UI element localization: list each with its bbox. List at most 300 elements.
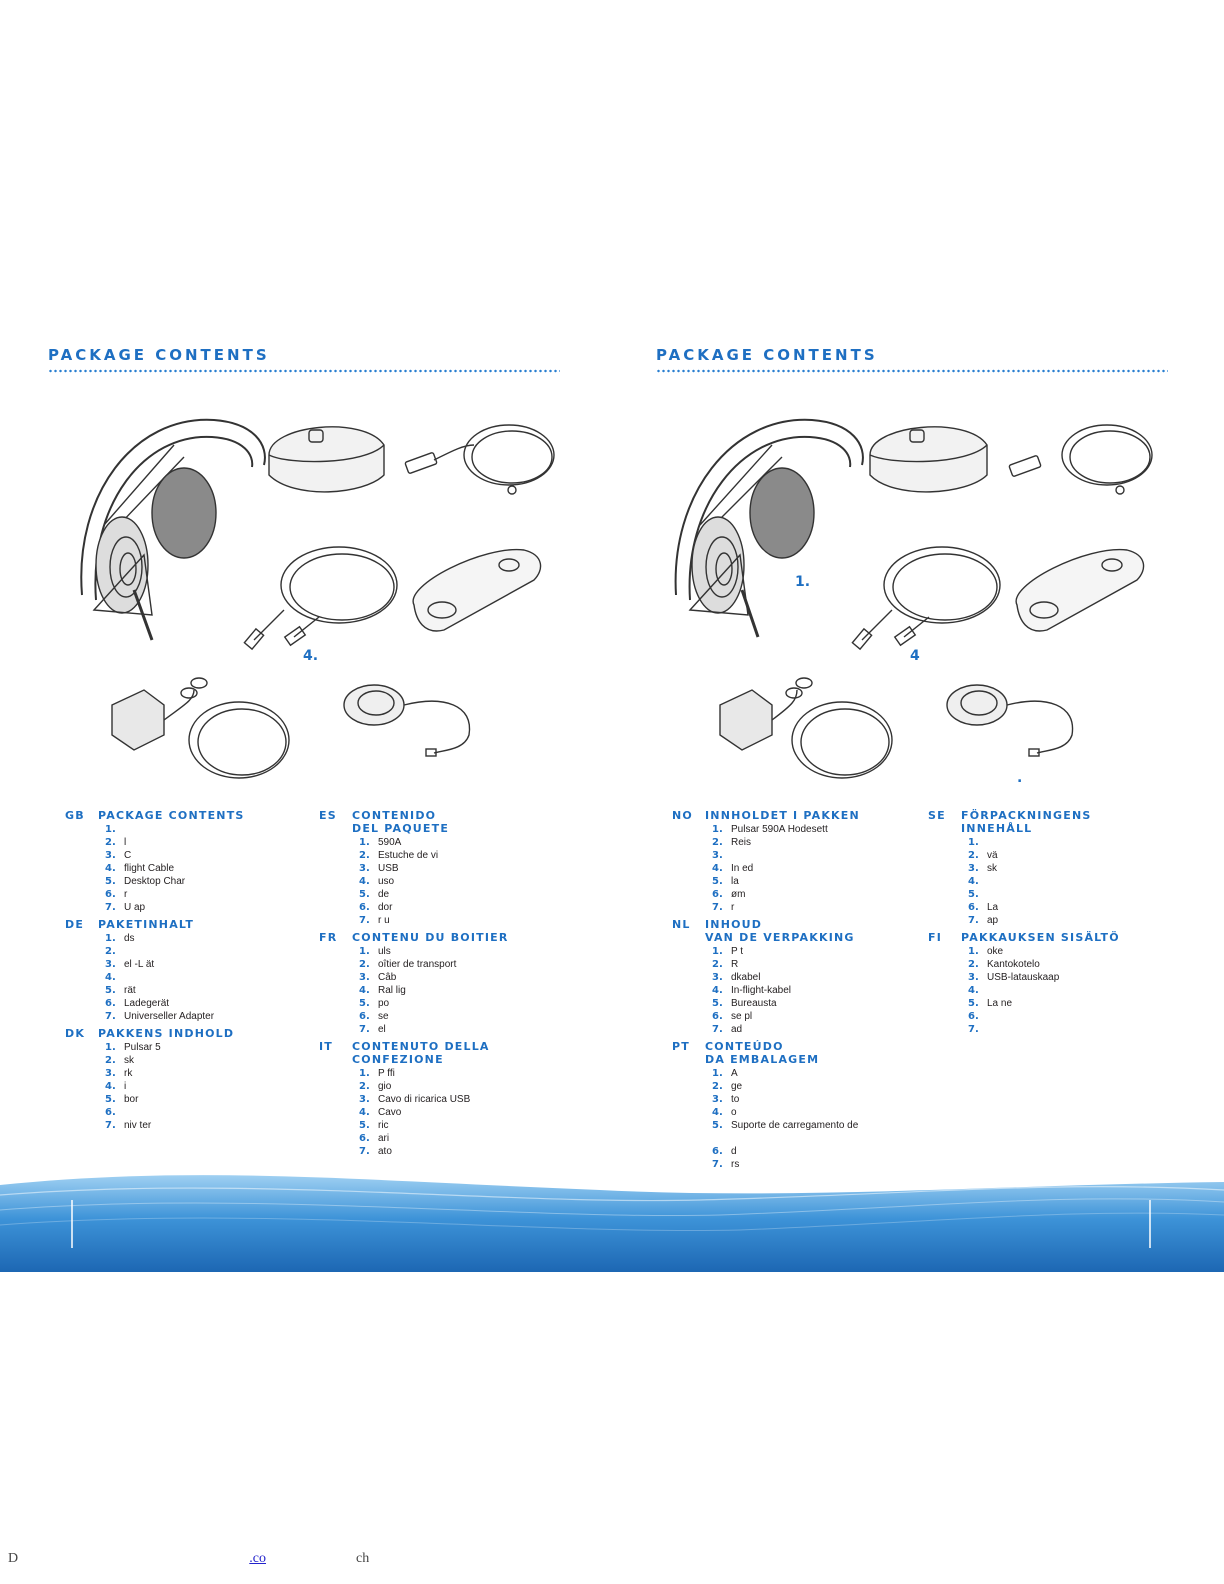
footer-link[interactable]: .co: [249, 1551, 266, 1566]
item-number: 7.: [712, 902, 723, 913]
section-title: INNHOLDET I PAKKEN: [705, 809, 860, 822]
item-number: 3.: [968, 863, 979, 874]
power-adapter-illustration: [112, 678, 289, 778]
list-item: [65, 1093, 315, 1106]
list-item: [65, 1067, 315, 1080]
item-number: 3.: [968, 972, 979, 983]
right-page-title: PACKAGE CONTENTS: [656, 346, 878, 364]
item-number: 2.: [968, 959, 979, 970]
item-number: 6.: [105, 998, 116, 1009]
list-item: [928, 901, 1178, 914]
section-heading: [928, 809, 1178, 835]
item-text: d: [731, 1146, 737, 1157]
item-number: 1.: [712, 1068, 723, 1079]
item-text: P ffi: [378, 1068, 395, 1079]
list-item: [65, 1106, 315, 1119]
item-number: 7.: [712, 1159, 723, 1170]
item-number: 6.: [712, 1146, 723, 1157]
usb-cable-illustration: [405, 425, 554, 494]
item-text: niv ter: [124, 1120, 152, 1131]
section-title: CONTENIDO: [352, 809, 437, 822]
list-item: [319, 1093, 569, 1106]
list-item: [65, 836, 315, 849]
usb-cable-illustration: [1009, 425, 1152, 494]
list-item: [319, 1080, 569, 1093]
section-title-line2: CONFEZIONE: [352, 1053, 444, 1066]
item-text: dor: [378, 902, 393, 913]
item-text: sk: [124, 1055, 134, 1066]
section-title-line2: INNEHÅLL: [961, 822, 1033, 835]
list-item: [319, 862, 569, 875]
list-item: [319, 836, 569, 849]
item-number: 5.: [359, 889, 370, 900]
list-item: [319, 945, 569, 958]
item-text: po: [378, 998, 390, 1009]
section-title: CONTENUTO DELLA: [352, 1040, 490, 1053]
item-text: U ap: [124, 902, 146, 913]
section-se: [928, 809, 1178, 933]
list-item: [319, 1145, 569, 1158]
list-item: [672, 888, 922, 901]
item-number: 3.: [105, 959, 116, 970]
item-number: 3.: [105, 1068, 116, 1079]
item-number: 6.: [105, 1107, 116, 1118]
universal-adapter-illustration: [344, 685, 470, 756]
section-fi: [928, 931, 1178, 1042]
list-item: [672, 971, 922, 984]
item-number: 4.: [712, 1107, 723, 1118]
language-code: FR: [319, 931, 338, 944]
item-number: 1.: [712, 946, 723, 957]
contents-list: [319, 836, 569, 927]
section-heading: [672, 918, 922, 944]
list-item: [928, 945, 1178, 958]
item-number: 1.: [359, 837, 370, 848]
item-number: 4.: [712, 863, 723, 874]
item-text: se: [378, 1011, 389, 1022]
language-code: DE: [65, 918, 85, 931]
list-item: [672, 1080, 922, 1093]
headset-illustration: [81, 420, 265, 640]
left-callout-4: 4.: [303, 648, 319, 664]
list-item: [319, 997, 569, 1010]
item-number: 3.: [359, 972, 370, 983]
list-item: [65, 849, 315, 862]
footer-right-text: ch: [356, 1551, 370, 1566]
list-item: [65, 984, 315, 997]
item-number: 3.: [359, 1094, 370, 1105]
section-heading: [319, 931, 569, 944]
item-text: r: [731, 902, 735, 913]
list-item: [319, 1132, 569, 1145]
item-text: sk: [987, 863, 997, 874]
list-item: [672, 1010, 922, 1023]
item-text: Estuche de vi: [378, 850, 439, 861]
list-item: [319, 984, 569, 997]
item-number: 7.: [712, 1024, 723, 1035]
list-item: [928, 914, 1178, 927]
item-text: ap: [987, 915, 999, 926]
contents-list: [928, 836, 1178, 927]
item-text: vä: [987, 850, 998, 861]
item-number: 4.: [105, 1081, 116, 1092]
list-item: [319, 901, 569, 914]
item-text: In ed: [731, 863, 754, 874]
right-callout-4: 4: [910, 648, 920, 664]
blue-wave-footer: [0, 1160, 1224, 1272]
contents-list: [65, 1041, 315, 1132]
item-text: oîtier de transport: [378, 959, 457, 970]
list-item: [319, 1106, 569, 1119]
list-item: [65, 1119, 315, 1132]
item-number: 4.: [968, 876, 979, 887]
section-nl: [672, 918, 922, 1042]
item-number: 5.: [359, 998, 370, 1009]
desktop-charger-illustration: [1016, 550, 1143, 631]
list-item: [65, 1010, 315, 1023]
list-item: [928, 971, 1178, 984]
item-text: Cavo di ricarica USB: [378, 1094, 471, 1105]
item-number: 1.: [968, 837, 979, 848]
right-product-illustrations: [672, 405, 1172, 805]
item-text: La: [987, 902, 999, 913]
item-text: ato: [378, 1146, 392, 1157]
list-item: [65, 971, 315, 984]
left-product-illustrations: [64, 405, 564, 805]
contents-list: [319, 945, 569, 1036]
item-number: 5.: [712, 876, 723, 887]
section-heading: [65, 918, 315, 931]
section-no: [672, 809, 922, 920]
list-item: [672, 1132, 922, 1145]
item-number: 6.: [968, 902, 979, 913]
item-text: rk: [124, 1068, 133, 1079]
item-number: 2.: [105, 946, 116, 957]
item-number: 2.: [712, 1081, 723, 1092]
language-code: FI: [928, 931, 943, 944]
section-dk: [65, 1027, 315, 1138]
item-text: 590A: [378, 837, 402, 848]
section-heading: [65, 809, 315, 822]
item-text: Ral lig: [378, 985, 406, 996]
item-text: el -L ät: [124, 959, 155, 970]
item-number: 7.: [968, 1024, 979, 1035]
item-number: 2.: [359, 959, 370, 970]
list-item: [672, 1067, 922, 1080]
item-text: r u: [378, 915, 390, 926]
contents-list: [928, 945, 1178, 1036]
list-item: [928, 1010, 1178, 1023]
item-text: Universeller Adapter: [124, 1011, 215, 1022]
item-text: flight Cable: [124, 863, 175, 874]
list-item: [65, 997, 315, 1010]
list-item: [65, 901, 315, 914]
left-page-title: PACKAGE CONTENTS: [48, 346, 270, 364]
item-number: 4.: [359, 985, 370, 996]
item-text: uls: [378, 946, 391, 957]
item-number: 2.: [968, 850, 979, 861]
item-number: 2.: [105, 1055, 116, 1066]
section-heading: [65, 1027, 315, 1040]
list-item: [928, 997, 1178, 1010]
item-text: Suporte de carregamento de: [731, 1120, 859, 1131]
item-number: 7.: [105, 902, 116, 913]
list-item: [672, 1106, 922, 1119]
contents-list: [319, 1067, 569, 1158]
item-number: 6.: [105, 889, 116, 900]
list-item: [928, 958, 1178, 971]
list-item: [319, 1023, 569, 1036]
language-code: GB: [65, 809, 85, 822]
list-item: [928, 875, 1178, 888]
item-text: rät: [124, 985, 136, 996]
list-item: [319, 888, 569, 901]
item-number: 6.: [712, 889, 723, 900]
contents-list: [672, 823, 922, 914]
item-number: 6.: [968, 1011, 979, 1022]
list-item: [672, 945, 922, 958]
item-number: 3.: [105, 850, 116, 861]
item-number: 7.: [359, 1146, 370, 1157]
right-callout-dot: .: [1017, 770, 1023, 786]
language-code: PT: [672, 1040, 690, 1053]
list-item: [672, 823, 922, 836]
section-title: INHOUD: [705, 918, 763, 931]
section-title: CONTEÚDO: [705, 1040, 784, 1053]
item-number: 5.: [712, 998, 723, 1009]
section-it: [319, 1040, 569, 1164]
list-item: [319, 1010, 569, 1023]
section-title-line2: VAN DE VERPAKKING: [705, 931, 855, 944]
language-code: SE: [928, 809, 946, 822]
list-item: [672, 862, 922, 875]
item-number: 6.: [359, 902, 370, 913]
item-text: Pulsar 590A Hodesett: [731, 824, 828, 835]
item-number: 5.: [105, 876, 116, 887]
item-number: 2.: [359, 850, 370, 861]
item-number: 6.: [712, 1011, 723, 1022]
list-item: [928, 984, 1178, 997]
list-item: [672, 875, 922, 888]
section-heading: [672, 1040, 922, 1066]
item-text: o: [731, 1107, 737, 1118]
in-flight-cable-illustration: [852, 547, 1000, 649]
section-fr: [319, 931, 569, 1042]
section-pt: [672, 1040, 922, 1177]
language-code: IT: [319, 1040, 333, 1053]
item-number: 4.: [712, 985, 723, 996]
contents-list: [65, 823, 315, 914]
item-number: 7.: [105, 1120, 116, 1131]
item-text: A: [731, 1068, 738, 1079]
item-number: 5.: [105, 985, 116, 996]
list-item: [672, 1145, 922, 1158]
list-item: [672, 1023, 922, 1036]
carry-case-illustration: [870, 427, 987, 492]
item-number: 6.: [359, 1133, 370, 1144]
list-item: [672, 836, 922, 849]
list-item: [928, 836, 1178, 849]
list-item: [928, 862, 1178, 875]
list-item: [928, 849, 1178, 862]
section-title-line2: DA EMBALAGEM: [705, 1053, 820, 1066]
section-heading: [319, 809, 569, 835]
item-number: 3.: [712, 972, 723, 983]
section-heading: [319, 1040, 569, 1066]
list-item: [672, 1093, 922, 1106]
item-number: 4.: [359, 1107, 370, 1118]
item-number: 5.: [359, 1120, 370, 1131]
section-heading: [672, 809, 922, 822]
item-text: oke: [987, 946, 1004, 957]
item-text: La ne: [987, 998, 1013, 1009]
item-number: 5.: [105, 1094, 116, 1105]
section-heading: [928, 931, 1178, 944]
item-text: Kantokotelo: [987, 959, 1040, 970]
list-item: [65, 888, 315, 901]
item-number: 1.: [105, 824, 116, 835]
language-code: NL: [672, 918, 691, 931]
list-item: [672, 958, 922, 971]
item-text: r: [124, 889, 128, 900]
item-number: 7.: [105, 1011, 116, 1022]
item-text: In-flight-kabel: [731, 985, 792, 996]
item-text: Câb: [378, 972, 397, 983]
item-number: 5.: [968, 889, 979, 900]
in-flight-cable-illustration: [244, 547, 397, 649]
item-number: 2.: [712, 837, 723, 848]
right-callout-1: 1.: [795, 574, 811, 590]
list-item: [65, 875, 315, 888]
item-number: 4.: [359, 876, 370, 887]
section-title-line2: DEL PAQUETE: [352, 822, 450, 835]
item-text: ad: [731, 1024, 743, 1035]
item-text: ari: [378, 1133, 390, 1144]
list-item: [672, 901, 922, 914]
power-adapter-illustration: [720, 678, 892, 778]
item-text: USB: [378, 863, 399, 874]
carry-case-illustration: [269, 427, 384, 492]
item-number: 2.: [359, 1081, 370, 1092]
footer-left-text: D: [8, 1551, 19, 1566]
item-number: 4.: [105, 863, 116, 874]
list-item: [65, 932, 315, 945]
item-text: bor: [124, 1094, 139, 1105]
universal-adapter-illustration: [947, 685, 1073, 756]
list-item: [672, 984, 922, 997]
contents-list: [672, 945, 922, 1036]
section-title: PAKKAUKSEN SISÄLTÖ: [961, 931, 1120, 944]
item-text: el: [378, 1024, 386, 1035]
item-number: 2.: [712, 959, 723, 970]
item-number: 7.: [359, 915, 370, 926]
list-item: [319, 971, 569, 984]
language-code: DK: [65, 1027, 86, 1040]
item-text: la: [731, 876, 739, 887]
list-item: [672, 1119, 922, 1132]
item-text: uso: [378, 876, 395, 887]
list-item: [65, 1054, 315, 1067]
list-item: [65, 823, 315, 836]
list-item: [319, 958, 569, 971]
item-text: dkabel: [731, 972, 761, 983]
list-item: [319, 914, 569, 927]
item-number: 3.: [712, 850, 723, 861]
left-dotted-rule: [48, 369, 560, 373]
item-number: 1.: [105, 933, 116, 944]
item-text: Bureausta: [731, 998, 777, 1009]
section-de: [65, 918, 315, 1029]
list-item: [928, 888, 1178, 901]
section-title: FÖRPACKNINGENS: [961, 809, 1092, 822]
item-number: 4.: [105, 972, 116, 983]
item-number: 1.: [105, 1042, 116, 1053]
item-number: 1.: [359, 946, 370, 957]
section-title: PAKKENS INDHOLD: [98, 1027, 235, 1040]
item-number: 4.: [968, 985, 979, 996]
item-text: ds: [124, 933, 135, 944]
contents-list: [65, 932, 315, 1023]
item-text: gio: [378, 1081, 392, 1092]
item-text: i: [124, 1081, 127, 1092]
item-text: R: [731, 959, 739, 970]
list-item: [65, 945, 315, 958]
item-text: C: [124, 850, 132, 861]
section-es: [319, 809, 569, 933]
list-item: [319, 1067, 569, 1080]
item-text: Reis: [731, 837, 752, 848]
item-text: Cavo: [378, 1107, 402, 1118]
list-item: [319, 849, 569, 862]
list-item: [319, 1119, 569, 1132]
item-number: 7.: [968, 915, 979, 926]
list-item: [65, 1041, 315, 1054]
contents-list: [672, 1067, 922, 1171]
list-item: [65, 1080, 315, 1093]
item-number: 5.: [712, 1120, 723, 1131]
item-text: øm: [731, 889, 746, 900]
desktop-charger-illustration: [413, 550, 540, 631]
item-number: 2.: [105, 837, 116, 848]
item-text: ric: [378, 1120, 389, 1131]
item-text: to: [731, 1094, 740, 1105]
language-code: ES: [319, 809, 337, 822]
list-item: [65, 862, 315, 875]
item-text: se pl: [731, 1011, 753, 1022]
item-text: USB-latauskaap: [987, 972, 1060, 983]
item-text: Ladegerät: [124, 998, 170, 1009]
item-number: 1.: [968, 946, 979, 957]
item-number: 3.: [359, 863, 370, 874]
section-title: PACKAGE CONTENTS: [98, 809, 245, 822]
item-number: 5.: [968, 998, 979, 1009]
item-text: de: [378, 889, 390, 900]
item-number: 1.: [712, 824, 723, 835]
item-text: l: [124, 837, 127, 848]
item-text: Pulsar 5: [124, 1042, 161, 1053]
right-dotted-rule: [656, 369, 1168, 373]
item-text: Desktop Char: [124, 876, 186, 887]
section-gb: [65, 809, 315, 920]
headset-illustration: [676, 420, 863, 637]
list-item: [672, 997, 922, 1010]
section-title: PAKETINHALT: [98, 918, 195, 931]
item-number: 6.: [359, 1011, 370, 1022]
item-text: rs: [731, 1159, 740, 1170]
list-item: [65, 958, 315, 971]
list-item: [319, 875, 569, 888]
item-text: ge: [731, 1081, 743, 1092]
